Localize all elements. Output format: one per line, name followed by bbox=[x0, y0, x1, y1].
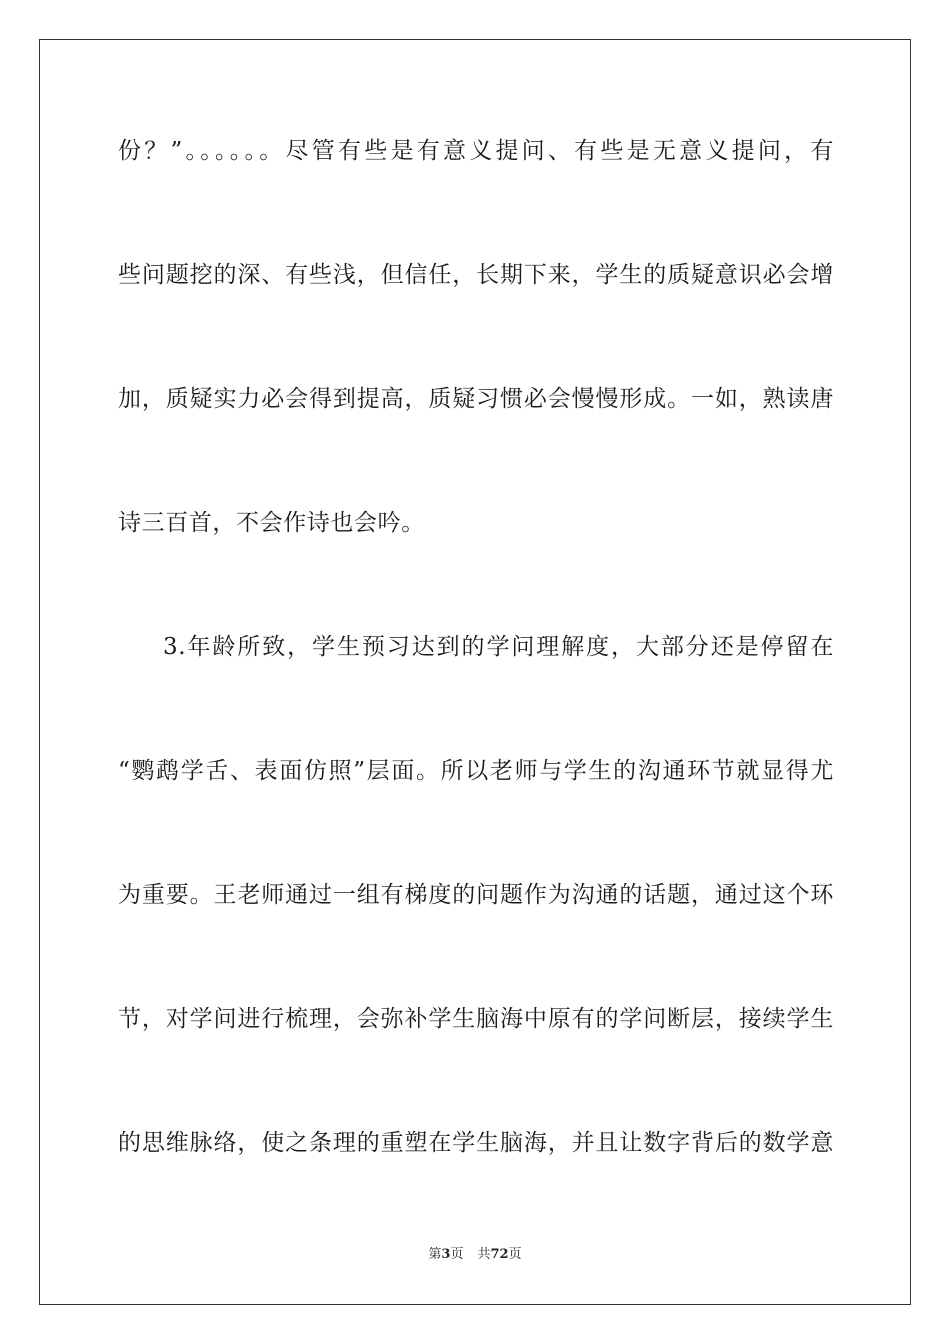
paragraph-line-7: 为重要。王老师通过一组有梯度的问题作为沟通的话题，通过这个环 bbox=[118, 882, 834, 908]
paragraph-line-2: 些问题挖的深、有些浅，但信任，长期下来，学生的质疑意识必会增 bbox=[118, 262, 834, 288]
page-prefix: 第 bbox=[428, 1247, 442, 1262]
page-border bbox=[39, 39, 911, 1305]
total-pages: 72 bbox=[490, 1247, 509, 1262]
paragraph-line-1: 份？”。。。。。。尽管有些是有意义提问、有些是无意义提问，有 bbox=[118, 138, 834, 164]
page-footer bbox=[0, 1246, 950, 1264]
total-prefix: 共 bbox=[477, 1247, 491, 1262]
page-suffix: 页 bbox=[450, 1247, 464, 1262]
paragraph-line-4: 诗三百首，不会作诗也会吟。 bbox=[118, 510, 425, 536]
page-number: 3 bbox=[441, 1247, 451, 1262]
paragraph-line-8: 节，对学问进行梳理，会弥补学生脑海中原有的学问断层，接续学生 bbox=[118, 1006, 834, 1032]
paragraph-line-6: “鹦鹉学舌、表面仿照”层面。所以老师与学生的沟通环节就显得尤 bbox=[118, 758, 834, 784]
paragraph-line-3: 加，质疑实力必会得到提高，质疑习惯必会慢慢形成。一如，熟读唐 bbox=[118, 386, 834, 412]
total-suffix: 页 bbox=[508, 1247, 522, 1262]
paragraph-line-9: 的思维脉络，使之条理的重塑在学生脑海，并且让数字背后的数学意 bbox=[118, 1130, 834, 1156]
paragraph-line-5: 3.年龄所致，学生预习达到的学问理解度，大部分还是停留在 bbox=[163, 634, 834, 660]
